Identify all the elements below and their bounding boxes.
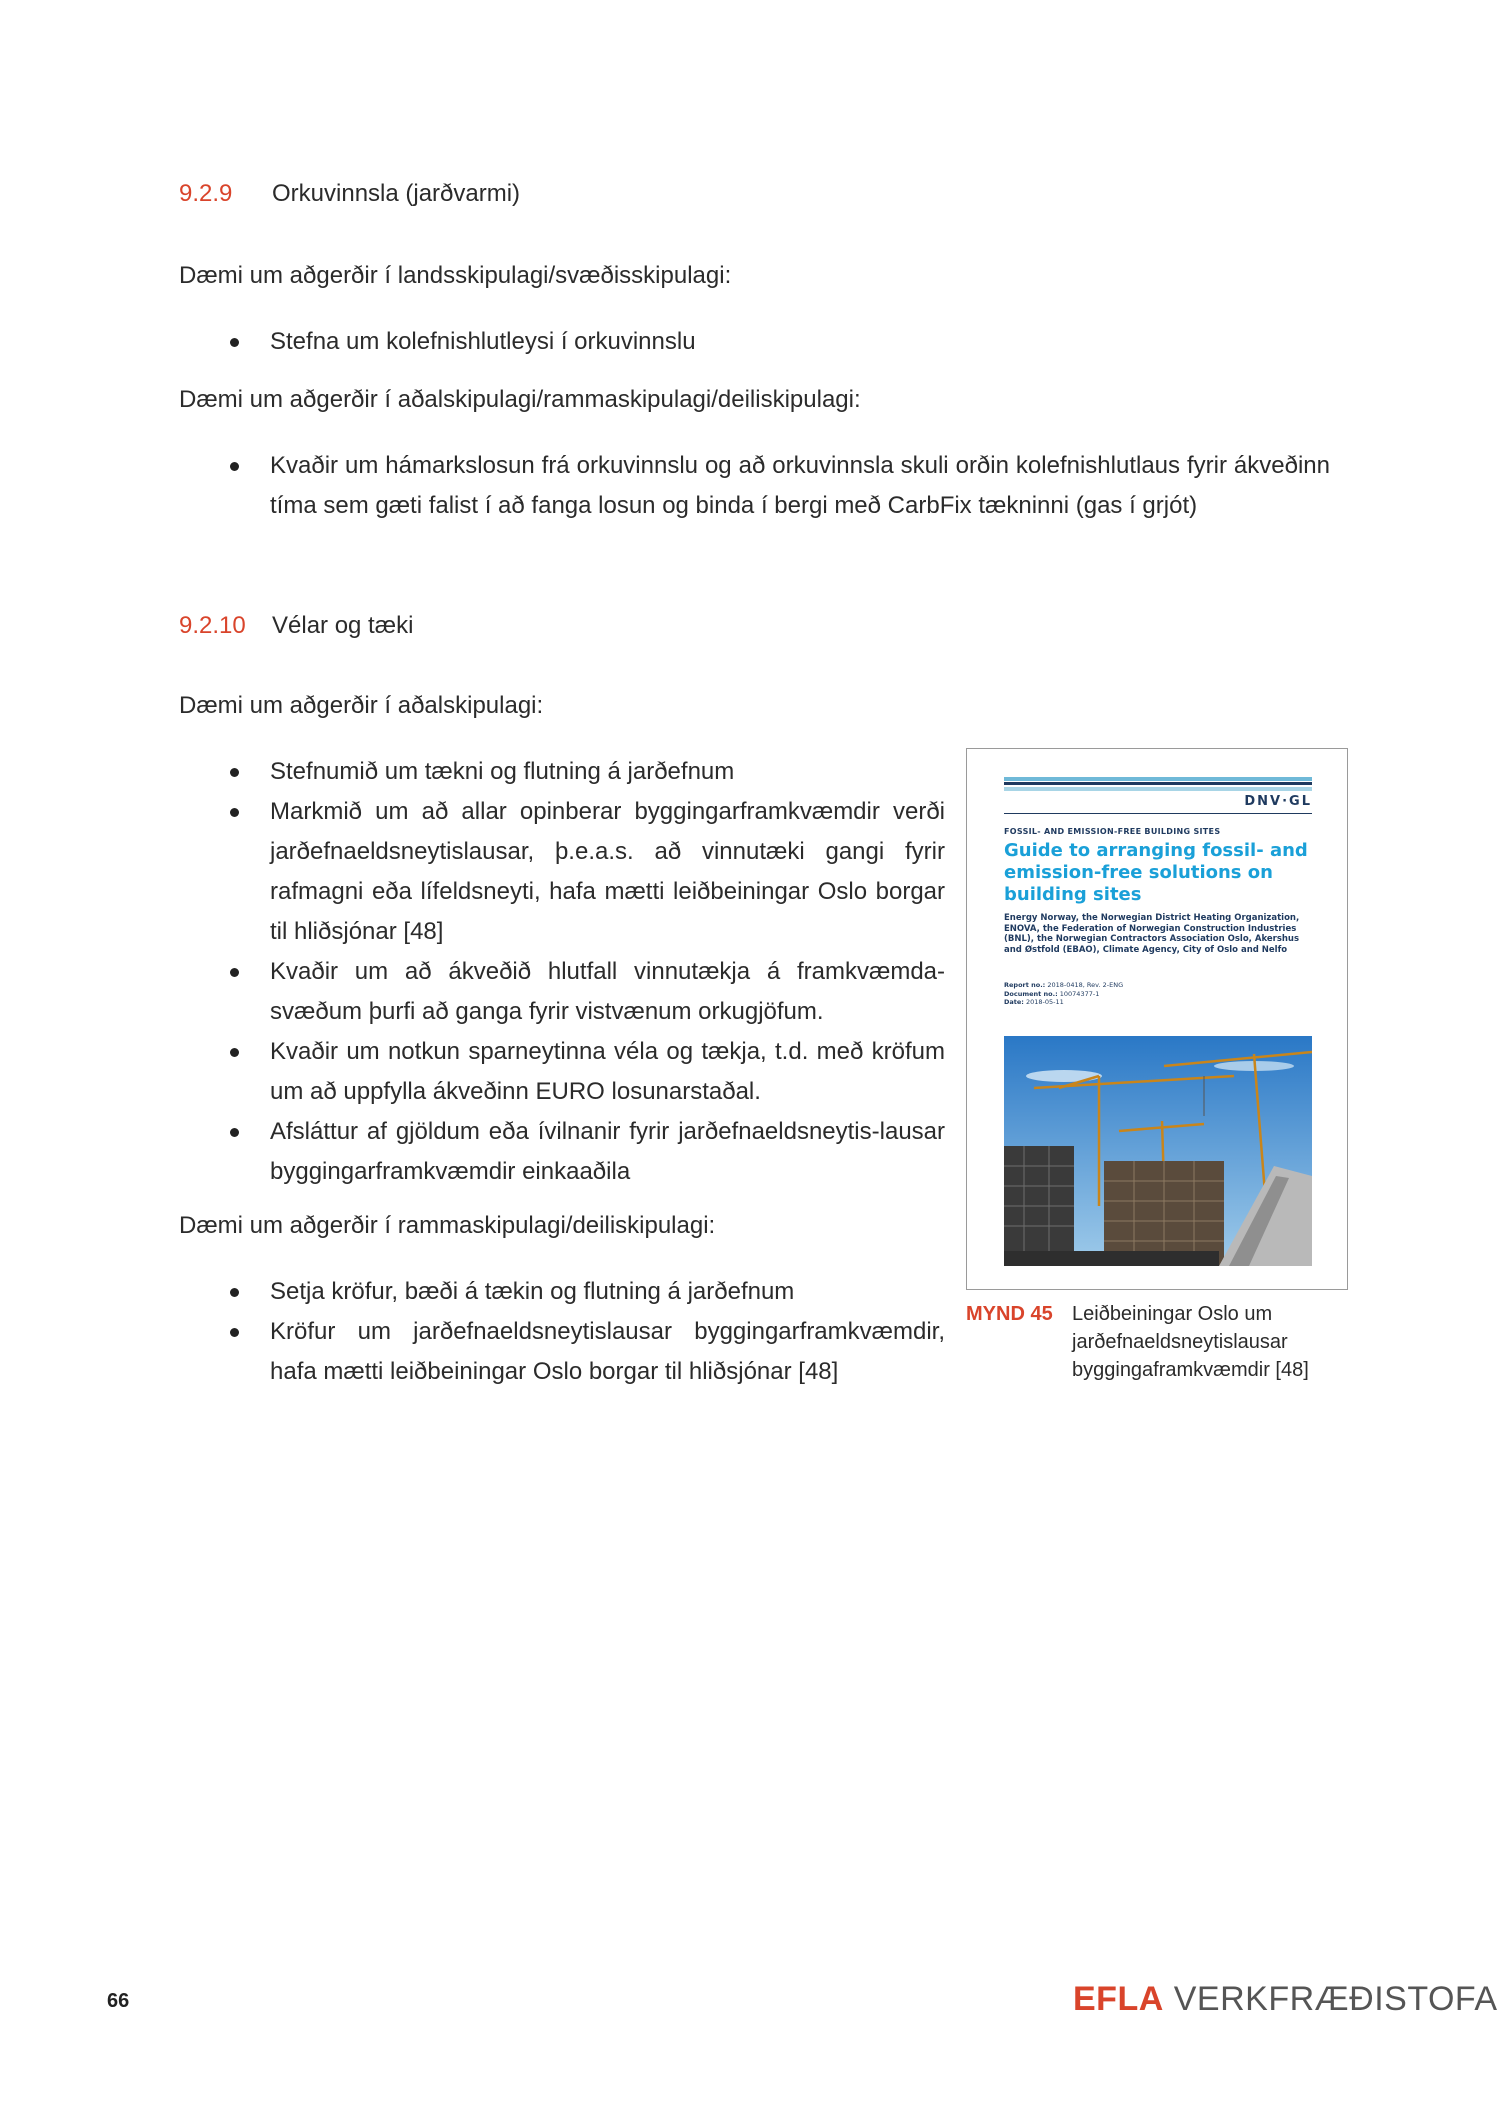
cover-supertitle: FOSSIL- AND EMISSION-FREE BUILDING SITES (1004, 827, 1221, 836)
cover-meta: Report no.: 2018-0418, Rev. 2-ENG Document no.: 10074377-1 Date: 2018-05-11 (1004, 981, 1124, 1006)
construction-site-photo (1004, 1036, 1312, 1266)
cover-title: Guide to arranging fossil- and emission-free solutions on building sites (1004, 840, 1308, 905)
figure-label: MYND 45 (966, 1303, 1053, 1325)
bullet-list-1 (270, 322, 1330, 362)
paragraph-intro-adalskipulag: Dæmi um aðgerðir í aðalskipulagi/rammaskipulagi/deiliskipulagi: (179, 386, 861, 413)
section-title: Orkuvinnsla (jarðvarmi) (272, 180, 521, 207)
section-number: 9.2.10 (179, 612, 246, 639)
dnv-gl-logo: DNV·GL (1244, 794, 1312, 809)
section-number: 9.2.9 (179, 180, 233, 207)
cover-rule (1004, 813, 1312, 814)
bullet-list-2 (270, 446, 1330, 526)
list-item: Markmið um að allar opinberar byggingarframkvæmdir verði jarðefnaeldsneytislausar, þ.e.a.s. að vinnutæki gangi fyrir rafmagni eða lífeldsneyti, hafa mætti leiðbeiningar Oslo borgar til hliðsjónar [48] (270, 792, 945, 952)
efla-logo (1073, 1980, 1498, 2019)
paragraph-intro-landsskipulag: Dæmi um aðgerðir í landsskipulagi/svæðisskipulagi: (179, 262, 732, 289)
list-item: Kvaðir um hámarkslosun frá orkuvinnslu og að orkuvinnsla skuli orðin kolefnishlutlaus fyrir ákveðinn tíma sem gæti falist í að fanga losun og binda í bergi með CarbFix tækninni (gas í grjót) (270, 446, 1330, 526)
figure-caption-text: Leiðbeiningar Oslo um jarðefnaeldsneytislausar byggingaframkvæmdir [48] (1072, 1303, 1309, 1381)
paragraph-intro-adalskipulagi: Dæmi um aðgerðir í aðalskipulagi: (179, 692, 544, 719)
list-item: Kröfur um jarðefnaeldsneytislausar byggingarframkvæmdir, hafa mætti leiðbeiningar Oslo borgar til hliðsjónar [48] (270, 1312, 945, 1392)
page-number: 66 (107, 1990, 130, 2012)
list-item: Kvaðir um að ákveðið hlutfall vinnutækja á framkvæmda-svæðum þurfi að ganga fyrir vistvænum orkugjöfum. (270, 952, 945, 1032)
cover-authors: Energy Norway, the Norwegian District Heating Organization, ENOVA, the Federation of Norwegian Construction Industries (BNL), the Norwegian Contractors Association Oslo, Akershus and Østfold (EBAO), Climate Agency, City of Oslo and Nelfo (1004, 913, 1300, 955)
logo-verkfraedistofa: VERKFRÆÐISTOFA (1173, 1980, 1498, 2018)
cover-stripes (1004, 777, 1312, 793)
logo-efla: EFLA (1073, 1980, 1164, 2018)
report-cover-figure (966, 748, 1348, 1290)
list-item: Afsláttur af gjöldum eða ívilnanir fyrir jarðefnaeldsneytis-lausar byggingarframkvæmdir einkaaðila (270, 1112, 945, 1192)
bullet-list-3 (270, 752, 945, 1192)
paragraph-intro-rammaskipulagi: Dæmi um aðgerðir í rammaskipulagi/deiliskipulagi: (179, 1212, 716, 1239)
bullet-list-4 (270, 1272, 945, 1392)
list-item: Setja kröfur, bæði á tækin og flutning á jarðefnum (270, 1272, 945, 1312)
list-item: Stefna um kolefnishlutleysi í orkuvinnslu (270, 322, 1330, 362)
section-heading-9-2-9 (179, 180, 520, 208)
section-title: Vélar og tæki (272, 612, 414, 639)
list-item: Stefnumið um tækni og flutning á jarðefnum (270, 752, 945, 792)
section-heading-9-2-10 (179, 612, 413, 640)
list-item: Kvaðir um notkun sparneytinna véla og tækja, t.d. með kröfum um að uppfylla ákveðinn EURO losunarstaðal. (270, 1032, 945, 1112)
